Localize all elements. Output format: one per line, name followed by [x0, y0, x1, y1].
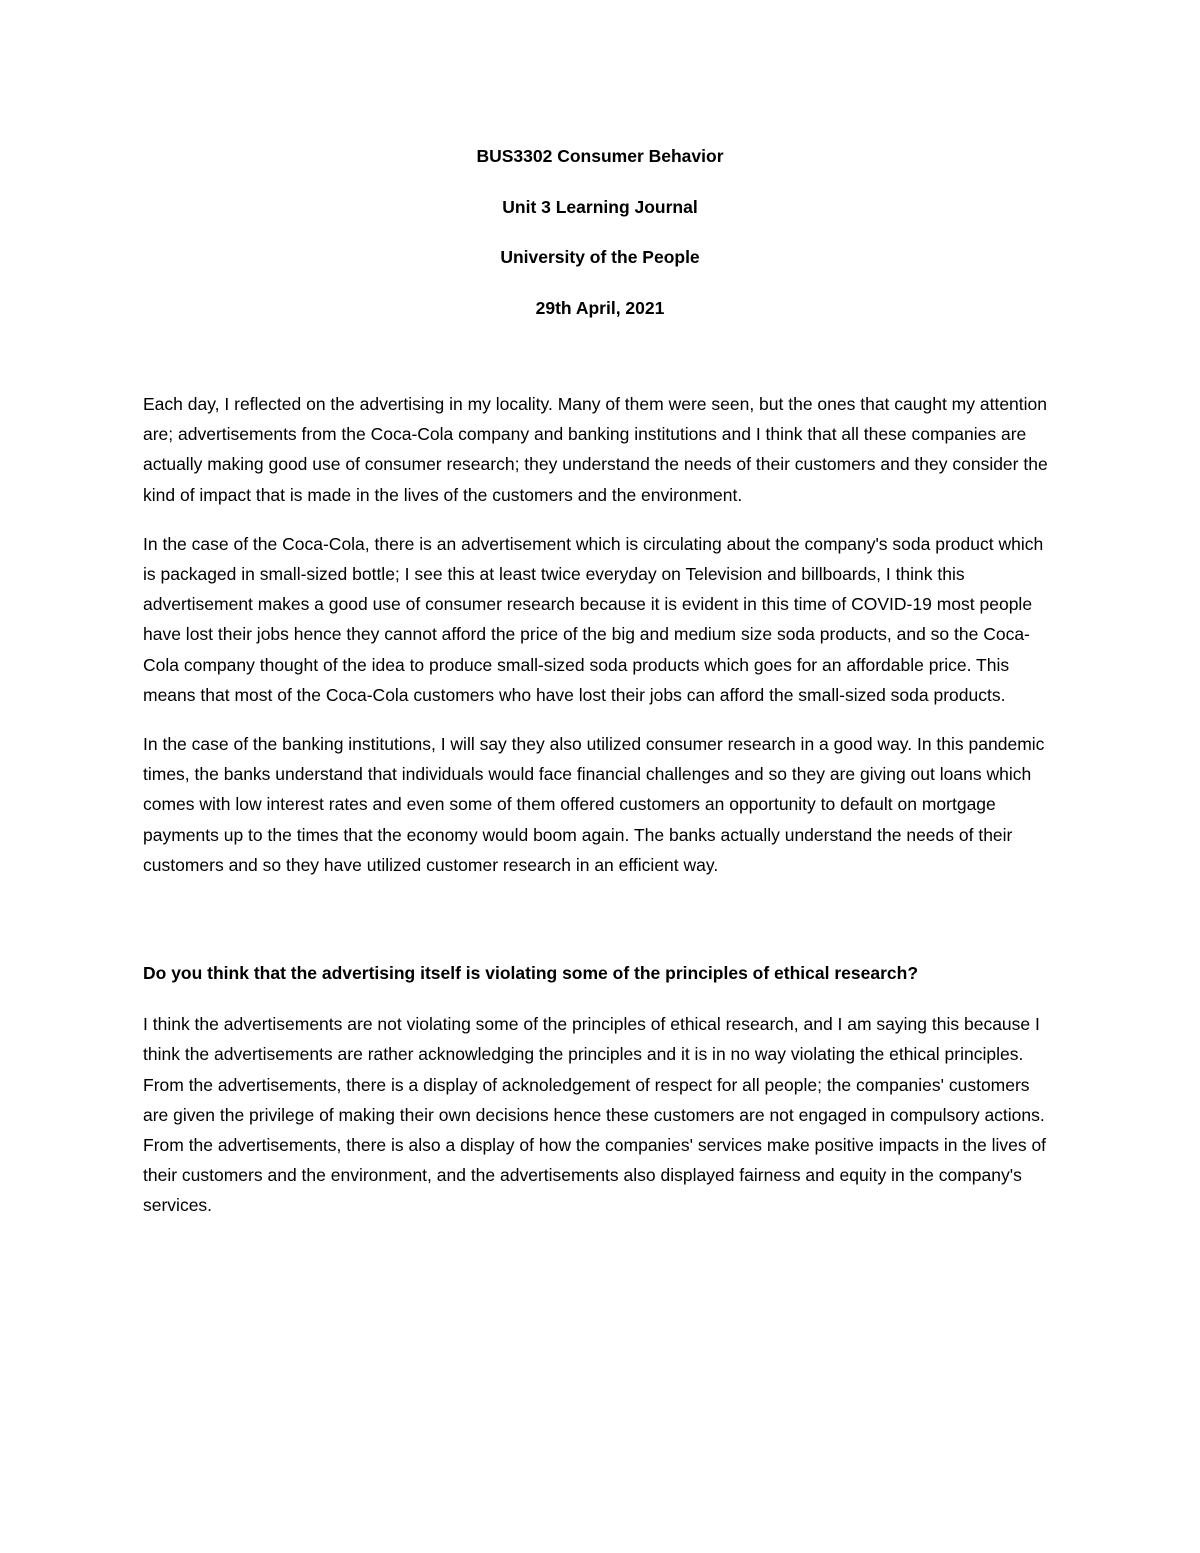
paragraph-banking: In the case of the banking institutions, I will say they also utilized consumer research in a good way. In this pandemic times, the banks understand that individuals would face financial challenges and so they are giving out loans which comes with low interest rates and even some of them offered customers an opportunity to default on mortgage payments up to the times that the economy would boom again. The banks actually understand the needs of their customers and so they have utilized customer research in an efficient way.: [143, 734, 1045, 875]
question-heading: Do you think that the advertising itself is violating some of the principles of ethical research?: [143, 963, 919, 984]
submission-date: 29th April, 2021: [535, 297, 665, 318]
institution-name: University of the People: [500, 247, 700, 267]
paragraph-answer: I think the advertisements are not violating some of the principles of ethical research, and I am saying this because I think the advertisements are rather acknowledging the principles and it is in no way violating the ethical principles. From the advertisements, there is a display of acknoledgement of respect for all people; the companies' customers are given the privilege of making their own decisions hence these customers are not engaged in compulsory actions. From the advertisements, there is also a display of how the companies' services make positive impacts in the lives of their customers and the environment, and the advertisements also displayed fairness and equity in the company's services.: [143, 1014, 1047, 1216]
paragraph-coca-cola: In the case of the Coca-Cola, there is an advertisement which is circulating about the company's soda product which is packaged in small-sized bottle; I see this at least twice everyday on Television and billboards, I think this advertisement makes a good use of consumer research because it is evident in this time of COVID-19 most people have lost their jobs hence they cannot afford the price of the big and medium size soda products, and so the Coca-Cola company thought of the idea to produce small-sized soda products which goes for an affordable price. This means that most of the Coca-Cola customers who have lost their jobs can afford the small-sized soda products.: [143, 533, 1044, 705]
assignment-title: Unit 3 Learning Journal: [502, 196, 698, 217]
course-title: BUS3302 Consumer Behavior: [476, 146, 724, 166]
title-block: [0, 140, 1200, 342]
paragraph-intro: Each day, I reflected on the advertising in my locality. Many of them were seen, but the ones that caught my attention are; advertisements from the Coca-Cola company and banking institutions and I think that all these companies are actually making good use of consumer research; they understand the needs of their customers and they consider the kind of impact that is made in the lives of the customers and the environment.: [143, 394, 1048, 505]
body-text: [143, 389, 1057, 1240]
